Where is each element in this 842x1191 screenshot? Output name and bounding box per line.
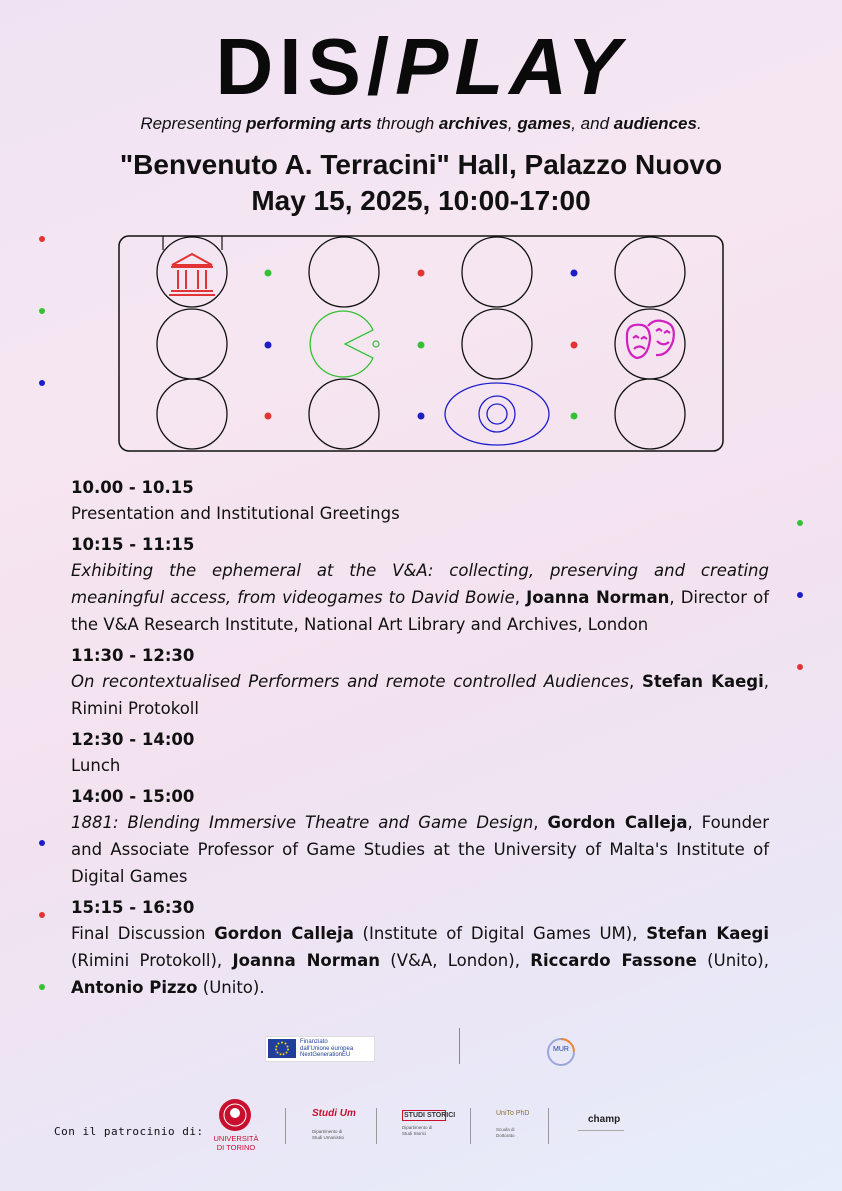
decor-dot — [39, 912, 45, 918]
eu-funding-logo — [265, 1036, 375, 1062]
storici-sub: Dipartimento di — [402, 1125, 433, 1130]
eu-text-line: dall'Unione europea — [300, 1045, 354, 1052]
program-description: On recontextualised Performers and remote controlled Audiences, Stefan Kaegi, Rimini Protokoll — [71, 672, 769, 718]
panelist-name: Riccardo Fassone — [530, 951, 697, 970]
subtitle-text: Representing — [140, 114, 247, 133]
program-item — [71, 478, 769, 527]
discussion-intro: Final Discussion — [71, 924, 215, 943]
panelist-org: (Unito). — [197, 978, 265, 997]
subtitle-bold: games — [517, 114, 572, 133]
dottorato-sub: Scuola di — [496, 1127, 515, 1132]
eu-text-line: NextGenerationEU — [300, 1052, 351, 1058]
program-time: 11:30 - 12:30 — [71, 646, 195, 665]
panelist-org: (V&A, London), — [379, 951, 531, 970]
speaker-affiliation: , Founder and Associate Professor of Game Studies at the University of Malta's Institute of Digital Games — [71, 813, 769, 886]
storici-sub: Studi Storici — [402, 1130, 427, 1136]
logo-divider — [376, 1108, 377, 1144]
patronage-label: Con il patrocinio di: — [54, 1125, 204, 1138]
program-item — [71, 730, 769, 779]
decor-dot — [797, 664, 803, 670]
program-list — [71, 478, 769, 1009]
decor-dot — [797, 520, 803, 526]
eu-text-line: Finanziato — [300, 1039, 328, 1045]
speaker-name: Gordon Calleja — [547, 813, 688, 832]
pacman-icon — [310, 311, 379, 377]
subtitle-bold: audiences — [613, 114, 697, 133]
studium-sub: Dipartimento di — [312, 1129, 343, 1134]
subtitle-text: through — [371, 114, 439, 133]
mur-text: MUR — [553, 1046, 569, 1053]
talk-title: On recontextualised Performers and remote controlled Audiences — [71, 672, 629, 691]
logo-divider — [470, 1108, 471, 1144]
panelist-org: (Rimini Protokoll), — [71, 951, 233, 970]
mur-logo — [545, 1036, 577, 1068]
panelist-name: Stefan Kaegi — [646, 924, 769, 943]
studi-storici-logo — [402, 1110, 456, 1146]
decor-dot — [39, 308, 45, 314]
dottorato-logo — [496, 1110, 536, 1146]
decor-dot — [39, 840, 45, 846]
panelist-org: (Institute of Digital Games UM), — [353, 924, 647, 943]
speaker-affiliation: , Rimini Protokoll — [71, 672, 769, 718]
eu-flag-icon — [268, 1039, 296, 1058]
game-board-illustration — [0, 225, 842, 455]
eye-icon — [445, 383, 549, 445]
storici-text: STUDI STORICI — [404, 1112, 456, 1119]
program-description: 1881: Blending Immersive Theatre and Game Design, Gordon Calleja, Founder and Associate Professor of Game Studies at the University of Malta's Institute of Digital Games — [71, 813, 769, 886]
speaker-name: Stefan Kaegi — [641, 672, 764, 691]
title-dis: DIS — [215, 22, 367, 111]
program-item — [71, 535, 769, 638]
program-item — [71, 787, 769, 890]
logo-divider — [285, 1108, 286, 1144]
speaker-affiliation: , Director of the V&A Research Institute, National Art Library and Archives, London — [71, 588, 769, 634]
logo-divider — [548, 1108, 549, 1144]
studium-text: Studi Um — [312, 1108, 356, 1119]
decor-dot — [797, 592, 803, 598]
decor-dot — [39, 380, 45, 386]
program-description: Lunch — [71, 756, 121, 775]
studium-logo — [312, 1108, 356, 1144]
speaker-name: Joanna Norman — [526, 588, 670, 607]
poster-title — [0, 22, 842, 112]
title-play: PLAY — [395, 22, 627, 111]
decor-dot — [39, 984, 45, 990]
panelist-org: (Unito), — [696, 951, 769, 970]
program-time: 10:15 - 11:15 — [71, 535, 195, 554]
panelist-name: Joanna Norman — [232, 951, 380, 970]
subtitle-text: , — [507, 114, 518, 133]
program-description: Presentation and Institutional Greetings — [71, 504, 400, 523]
program-item — [71, 898, 769, 1001]
talk-title: Exhibiting the ephemeral at the V&A: collecting, preserving and creating meaningful access, from videogames to David Bowie — [71, 561, 769, 607]
subtitle-text: . — [696, 114, 702, 133]
subtitle-bold: performing arts — [246, 114, 372, 133]
panelist-name: Antonio Pizzo — [71, 978, 198, 997]
champ-underline — [578, 1130, 624, 1131]
unito-logo — [212, 1098, 260, 1158]
subtitle-text: , and — [571, 114, 614, 133]
decor-dot — [39, 236, 45, 242]
panelist-name: Gordon Calleja — [214, 924, 354, 943]
champ-logo: champ — [588, 1114, 621, 1125]
program-item — [71, 646, 769, 722]
program-description: Exhibiting the ephemeral at the V&A: collecting, preserving and creating meaningful access, from videogames to David Bowie, Joanna Norman, Director of the V&A Research Institute, National Art Library and Archives, London — [71, 561, 769, 634]
dottorato-sub: Dottorato — [496, 1132, 515, 1138]
studium-sub: Studi Umanistici — [312, 1134, 345, 1140]
dottorato-text: UniTo PhD — [496, 1110, 530, 1117]
program-time: 14:00 - 15:00 — [71, 787, 195, 806]
poster-subtitle — [0, 114, 842, 134]
program-time: 12:30 - 14:00 — [71, 730, 195, 749]
talk-title: 1881: Blending Immersive Theatre and Game Design — [71, 813, 534, 832]
museum-icon — [169, 254, 215, 295]
program-description — [71, 920, 769, 1001]
program-time: 10.00 - 10.15 — [71, 478, 194, 497]
unito-seal-icon — [218, 1098, 252, 1132]
title-slash: / — [366, 22, 396, 111]
theatre-masks-icon — [627, 321, 674, 358]
program-time: 15:15 - 16:30 — [71, 898, 195, 917]
board-dots — [265, 270, 578, 420]
event-date: May 15, 2025, 10:00-17:00 — [251, 185, 591, 216]
unito-text: DI TORINO — [216, 1143, 256, 1152]
event-venue: "Benvenuto A. Terracini" Hall, Palazzo Nuovo — [119, 149, 723, 180]
unito-text: UNIVERSITÀ — [213, 1134, 259, 1143]
subtitle-bold: archives — [438, 114, 508, 133]
logo-divider — [459, 1028, 460, 1064]
